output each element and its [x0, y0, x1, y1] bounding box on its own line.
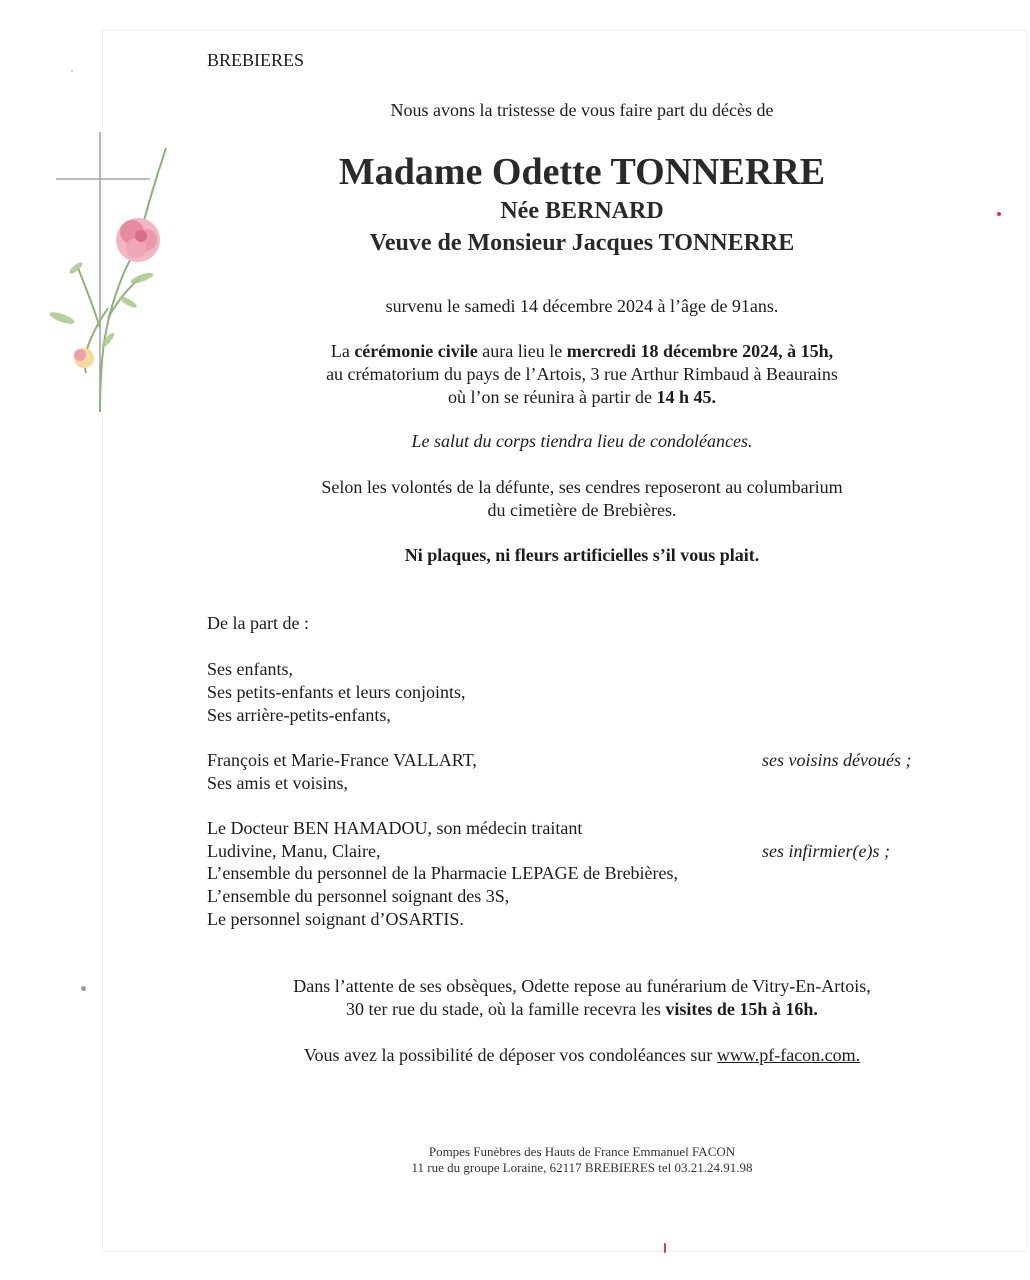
flower-cross-illustration [48, 128, 174, 418]
widow-of: Veuve de Monsieur Jacques TONNERRE [369, 230, 795, 256]
no-flowers-notice: Ni plaques, ni fleurs artificielles s’il vous plait. [404, 545, 760, 565]
friends-line: Ses amis et voisins, [207, 773, 349, 793]
scan-speck [81, 986, 86, 991]
doctor-line: Le Docteur BEN HAMADOU, son médecin traitant [207, 818, 583, 838]
leaf-icon [48, 261, 154, 349]
footer-address: 11 rue du groupe Loraine, 62117 BREBIERES tel 03.21.24.91.98 [411, 1160, 753, 1175]
scan-speck [71, 70, 73, 72]
bud-icon [74, 348, 94, 368]
nurses-names: Ludivine, Manu, Claire, [207, 841, 381, 861]
rest-line-2: 30 ter rue du stade, où la famille recevra les visites de 15h à 16h. [346, 999, 818, 1019]
staff-3s-line: L’ensemble du personnel soignant des 3S, [207, 886, 510, 906]
footer-company: Pompes Funèbres des Hauts de France Emmanuel FACON [428, 1144, 736, 1159]
intro-text: Nous avons la tristesse de vous faire part du décès de [390, 100, 774, 120]
family-great-grandchildren: Ses arrière-petits-enfants, [207, 705, 391, 725]
ceremony-line-3: où l’on se réunira à partir de 14 h 45. [448, 387, 716, 407]
osartis-line: Le personnel soignant d’OSARTIS. [207, 909, 464, 929]
flower-icon [116, 218, 160, 262]
scan-speck [997, 212, 1001, 216]
condolences-line: Vous avez la possibilité de déposer vos condoléances sur www.pf-facon.com. [303, 1045, 861, 1065]
pharmacy-line: L’ensemble du personnel de la Pharmacie LEPAGE de Brebières, [207, 863, 679, 883]
maiden-name: Née BERNARD [500, 198, 664, 224]
death-date: survenu le samedi 14 décembre 2024 à l’âge de 91ans. [385, 296, 779, 316]
town-heading: BREBIERES [207, 50, 305, 70]
condolences-link[interactable]: www.pf-facon.com. [716, 1045, 861, 1065]
wishes-line-2: du cimetière de Brebières. [487, 500, 677, 520]
nurses-role: ses infirmier(e)s ; [762, 841, 890, 861]
from-label: De la part de : [207, 613, 309, 633]
salut-text: Le salut du corps tiendra lieu de condoléances. [411, 431, 753, 451]
family-children: Ses enfants, [207, 659, 293, 679]
scan-speck [664, 1243, 666, 1253]
rest-line-1: Dans l’attente de ses obsèques, Odette repose au funérarium de Vitry-En-Artois, [293, 976, 871, 996]
wishes-line-1: Selon les volontés de la défunte, ses cendres reposeront au columbarium [321, 477, 843, 497]
stem-icon [78, 148, 166, 412]
ceremony-line-2: au crématorium du pays de l’Artois, 3 rue Arthur Rimbaud à Beaurains [326, 364, 838, 384]
neighbours-role: ses voisins dévoués ; [762, 750, 912, 770]
deceased-name: Madame Odette TONNERRE [338, 151, 826, 193]
neighbours-name: François et Marie-France VALLART, [207, 750, 477, 770]
ceremony-line-1: La cérémonie civile aura lieu le mercredi 18 décembre 2024, à 15h, [330, 341, 834, 361]
family-grandchildren: Ses petits-enfants et leurs conjoints, [207, 682, 466, 702]
